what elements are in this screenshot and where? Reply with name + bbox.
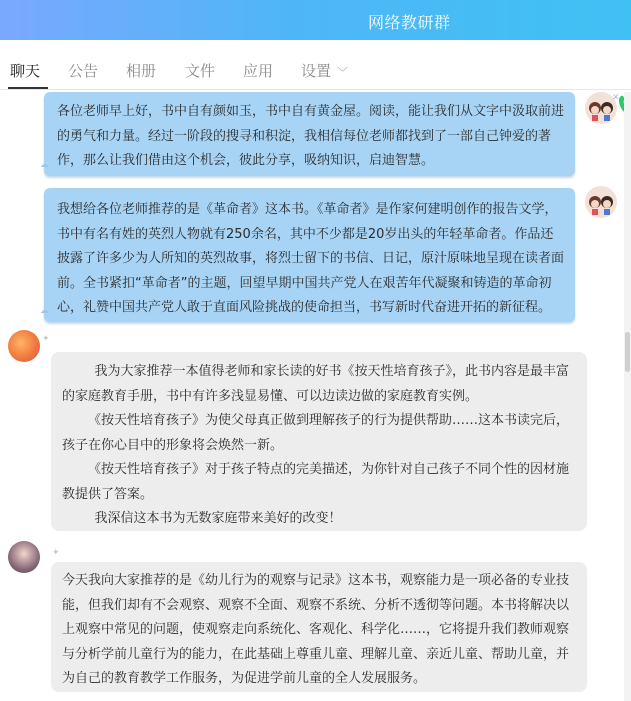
- avatar[interactable]: [8, 541, 40, 573]
- tab-bar: [0, 40, 631, 90]
- sparkle-icon: ✦: [52, 548, 60, 558]
- message-bubble: [51, 562, 587, 692]
- sparkle-icon: ✦: [42, 334, 50, 344]
- active-tab-indicator: [8, 87, 48, 89]
- tab-album[interactable]: 相册: [126, 62, 157, 80]
- message-text: 我想给各位老师推荐的是《革命者》这本书。《革命者》是作家何建明创作的报告文学，书中有名有姓的英烈人物就有250余名，其中不少都是20岁出头的年轻革命者。作品还披露了许多少为人所知的英烈故事，将烈士留下的书信、日记，原汁原味地呈现在读者面前。全书紧扣“革命者”的主题，回望早期中国共产党人在艰苦年代凝聚和铸造的革命初心，礼赞中国共产党人敢于直面风险挑战的使命担当，书写新时代奋进开拓的新征程。: [57, 202, 565, 315]
- tab-files[interactable]: 文件: [185, 62, 216, 80]
- message-paragraph: 我深信这本书为无数家庭带来美好的改变！: [94, 511, 342, 526]
- scrollbar-thumb[interactable]: [625, 332, 630, 372]
- tab-settings[interactable]: [301, 60, 348, 81]
- avatar[interactable]: [585, 186, 617, 218]
- message-bubble: [51, 352, 587, 531]
- chat-scrollbar[interactable]: [624, 92, 631, 701]
- avatar[interactable]: [8, 330, 40, 362]
- window-title: 网络教研群: [368, 13, 451, 32]
- message-paragraph: 我为大家推荐一本值得老师和家长读的好书《按天性培育孩子》，此书内容是最丰富的家庭教育手册，书中有许多浅显易懂、可以边读边做的家庭教育实例。: [62, 364, 570, 404]
- cloud-decoration-icon: ☁: [40, 160, 49, 170]
- message-paragraph: 《按天性培育孩子》为使父母真正做到理解孩子的行为提供帮助……这本书读完后，孩子在你心目中的形象将会焕然一新。: [62, 413, 570, 453]
- chevron-down-icon: ﹀: [337, 66, 349, 79]
- message-text: 今天我向大家推荐的是《幼儿行为的观察与记录》这本书，观察能力是一项必备的专业技能，但我们却有不会观察、观察不全面、观察不系统、分析不透彻等问题。本书将解决以上观察中常见的问题，使观察走向系统化、客观化、科学化……，它将提升我们教师观察与分析学前儿童行为的能力，在此基础上尊重儿童、理解儿童、亲近儿童、帮助儿童，并为自己的教育教学工作服务，为促进学前儿童的全人发展服务。: [62, 573, 570, 686]
- message-text: 各位老师早上好，书中自有颜如玉，书中自有黄金屋。阅读，能让我们从文字中汲取前进的勇气和力量。经过一阶段的搜寻和积淀，我相信每位老师都找到了一部自己钟爱的著作，那么让我们借由这个机会，彼此分享，吸纳知识，启迪智慧。: [57, 104, 565, 168]
- tab-settings-label: 设置: [301, 62, 332, 80]
- tab-announcement[interactable]: 公告: [68, 62, 99, 80]
- message-paragraph: 《按天性培育孩子》对于孩子特点的完美描述，为你针对自己孩子不同个性的因材施教提供了答案。: [62, 462, 570, 502]
- tab-apps[interactable]: 应用: [243, 62, 274, 80]
- cloud-decoration-icon: ☁: [40, 306, 49, 316]
- title-bar: [0, 0, 631, 40]
- tab-chat[interactable]: 聊天: [10, 62, 41, 80]
- message-bubble: [44, 188, 575, 322]
- message-bubble: [44, 92, 575, 176]
- sparkle-icon: ✕: [612, 93, 620, 103]
